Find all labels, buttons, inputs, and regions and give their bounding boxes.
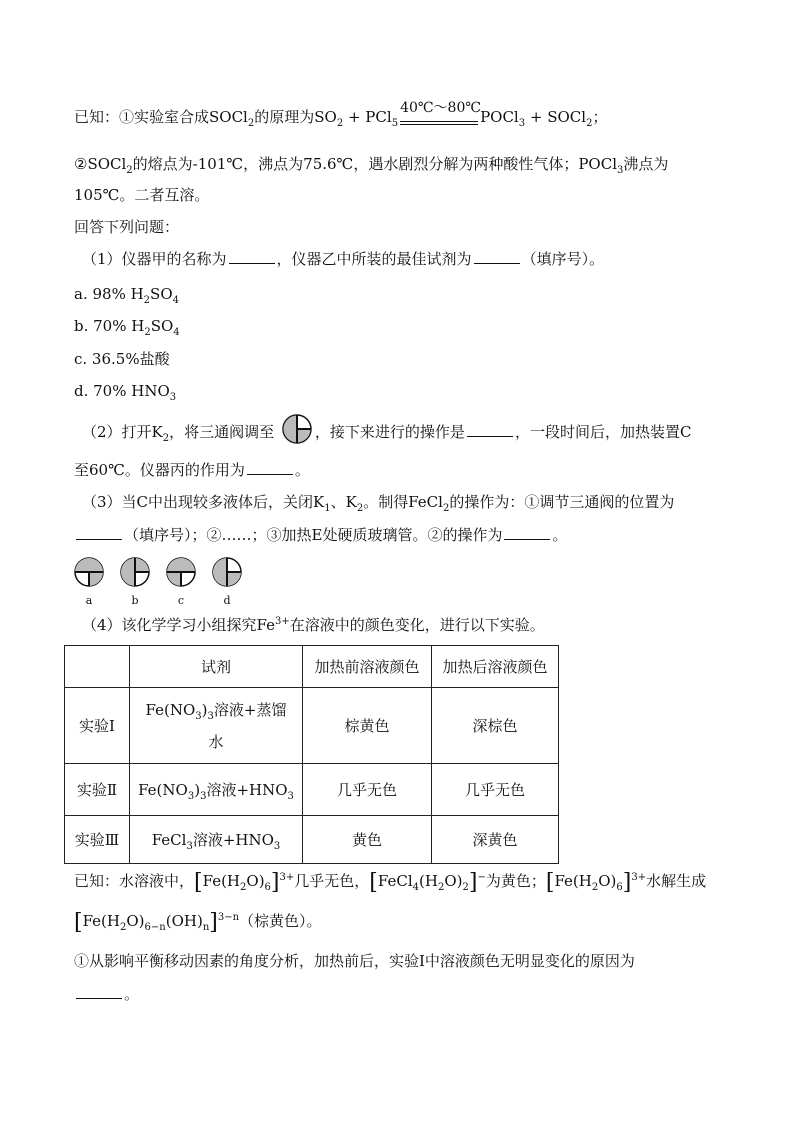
table-cell: 几乎无色 — [432, 764, 559, 816]
table-cell — [130, 688, 303, 764]
option-b — [74, 315, 180, 337]
subscript: 2 — [126, 165, 133, 176]
subscript: 3 — [186, 841, 193, 852]
subscript: 2 — [144, 327, 151, 338]
subscript: 3 — [207, 710, 214, 722]
option-d — [74, 380, 176, 402]
known-properties-line2 — [74, 184, 209, 206]
text: SO — [150, 285, 173, 303]
valve-d-icon — [211, 556, 243, 588]
text: 。 — [294, 461, 310, 479]
subscript: 4 — [173, 327, 180, 338]
valve-label: d — [223, 594, 231, 607]
subscript: 3 — [200, 791, 207, 802]
text: 溶液+蒸馏 — [213, 700, 287, 719]
question-4-1-line2 — [74, 983, 139, 1005]
valve-c-icon — [165, 556, 197, 588]
subscript: 2 — [437, 882, 445, 893]
text: 的操作为：①调节三通阀的位置为 — [449, 493, 675, 511]
subscript: 5 — [391, 118, 399, 129]
text: Fe(NO — [138, 781, 188, 799]
question-3-line1 — [82, 491, 674, 513]
text: 在溶液中的颜色变化，进行以下实验。 — [289, 616, 545, 634]
valve-option-c[interactable] — [164, 556, 198, 607]
superscript: − — [477, 872, 486, 883]
text: a. 98% H — [74, 285, 144, 303]
answer-blank[interactable] — [467, 422, 513, 437]
question-4 — [82, 614, 545, 636]
table-cell: 实验Ⅲ — [65, 816, 130, 864]
valve-option-a[interactable] — [72, 556, 106, 607]
subscript: 2 — [591, 882, 599, 893]
text: 溶液+HNO — [192, 831, 274, 849]
text: （填序号）；②……；③加热E处硬质玻璃管。②的操作为 — [124, 526, 503, 544]
subscript: 3 — [169, 392, 177, 403]
text: d. 70% HNO — [74, 382, 170, 400]
valve-label: c — [177, 594, 185, 607]
subscript: 3 — [273, 841, 281, 852]
answer-blank[interactable] — [229, 249, 275, 264]
valve-label: b — [131, 594, 139, 607]
subscript: 6 — [264, 882, 271, 893]
table-header: 试剂 — [130, 646, 303, 688]
subscript: 4 — [412, 882, 419, 893]
text: ，仪器乙中所装的最佳试剂为 — [276, 250, 472, 268]
formula: O) — [598, 872, 617, 890]
answer-blank[interactable] — [247, 460, 293, 475]
question-1 — [82, 248, 604, 270]
table-cell — [130, 816, 303, 864]
text: 。制得FeCl — [363, 493, 443, 511]
question-4-1-line1 — [74, 950, 635, 972]
text: 105℃。二者互溶。 — [74, 186, 210, 204]
valve-b-icon — [119, 556, 151, 588]
table-cell: 棕黄色 — [303, 688, 432, 764]
text: 已知：①实验室合成SOCl — [74, 108, 248, 126]
subscript: 6 — [616, 882, 623, 893]
text: ，接下来进行的操作是 — [314, 423, 465, 441]
text: 至60℃。仪器丙的作用为 — [74, 461, 245, 479]
text: 几乎无色， — [294, 872, 370, 890]
answer-blank[interactable] — [76, 984, 122, 999]
reaction-condition — [400, 100, 482, 129]
text: Fe(NO — [145, 700, 196, 719]
text: ②SOCl — [74, 155, 127, 173]
formula: POCl — [480, 108, 519, 126]
table-row — [65, 764, 559, 816]
formula: O) — [126, 912, 145, 930]
table-row — [65, 816, 559, 864]
superscript: 3−n — [217, 912, 240, 923]
text: 、K — [330, 493, 357, 511]
table-row — [65, 688, 559, 764]
text: c. 36.5%盐酸 — [74, 350, 170, 368]
text: ，将三通阀调至 — [169, 423, 275, 441]
option-a — [74, 283, 179, 305]
text: 的原理为 — [254, 108, 315, 126]
known-ions-line2: $[Fe(H_2O)_{6-n}(OH)_n]^{3-n}$（棕黄色）。 — [74, 910, 322, 935]
known-ions-line1: 已知：水溶液中，$[Fe(H_2O)_6]^{3+}$几乎无色，$[FeCl_4(H_2O)_2]^-$为黄色；$[Fe(H_2O)_6]^{3+}$水解生成 — [74, 870, 707, 895]
text: （3）当C中出现较多液体后，关闭K — [82, 493, 325, 511]
text: 回答下列问题： — [74, 218, 180, 236]
formula: Fe(H — [82, 912, 120, 930]
subscript: 2 — [442, 503, 450, 514]
answer-blank[interactable] — [76, 525, 122, 540]
subscript: 6−n — [144, 922, 166, 933]
text: （2）打开K — [82, 423, 163, 441]
superscript: 3+ — [279, 872, 295, 883]
table-cell: 几乎无色 — [303, 764, 432, 816]
question-2-line1 — [82, 421, 691, 445]
text: 水解生成 — [646, 872, 707, 890]
text: ①从影响平衡移动因素的角度分析，加热前后，实验Ⅰ中溶液颜色无明显变化的原因为 — [74, 952, 635, 970]
text: SO — [150, 317, 174, 335]
formula: Fe(H — [554, 872, 592, 890]
text: 的熔点为-101℃，沸点为75.6℃，遇水剧烈分解为两种酸性气体；POCl — [132, 155, 617, 173]
three-way-valve-icon — [281, 413, 313, 445]
table-cell: 实验Ⅰ — [65, 688, 130, 764]
option-c — [74, 348, 170, 370]
text: 。 — [124, 985, 140, 1003]
subscript: 3 — [617, 165, 624, 176]
subscript: 2 — [462, 882, 469, 893]
subscript: 2 — [247, 118, 255, 129]
subscript: 1 — [324, 503, 331, 514]
table-cell: 深黄色 — [432, 816, 559, 864]
subscript: 2 — [586, 118, 593, 129]
condition-text: 40℃～80℃ — [400, 100, 482, 116]
superscript: 3+ — [275, 616, 290, 627]
text: 。 — [552, 526, 568, 544]
question-2-line2 — [74, 459, 310, 481]
known-properties-line1 — [74, 153, 668, 175]
text: （填序号）。 — [521, 250, 605, 268]
subscript: 2 — [120, 922, 127, 933]
text: b. 70% H — [74, 317, 145, 335]
text: （棕黄色）。 — [239, 912, 322, 930]
formula: O) — [444, 872, 463, 890]
formula: + SOCl — [525, 108, 587, 126]
table-cell: 黄色 — [303, 816, 432, 864]
superscript: 3+ — [631, 872, 647, 883]
table-cell: 深棕色 — [432, 688, 559, 764]
subscript: 4 — [172, 295, 179, 306]
answer-blank[interactable] — [474, 249, 520, 264]
valve-option-b[interactable] — [118, 556, 152, 607]
subscript: 3 — [187, 791, 195, 802]
valve-option-d[interactable] — [210, 556, 244, 607]
formula: FeCl — [377, 872, 413, 890]
text: FeCl — [151, 831, 187, 849]
table-cell: 实验Ⅱ — [65, 764, 130, 816]
text: 沸点为 — [623, 155, 669, 173]
text: ) — [194, 781, 201, 799]
text: （4）该化学学习小组探究Fe — [82, 616, 276, 634]
answer-blank[interactable] — [504, 525, 550, 540]
subscript: 3 — [518, 118, 526, 129]
text: 已知：水溶液中， — [74, 872, 195, 890]
subscript: 2 — [143, 295, 151, 306]
formula: SO — [314, 108, 337, 126]
text: 水 — [208, 732, 224, 751]
text: ，一段时间后，加热装置C — [514, 423, 692, 441]
subscript: 2 — [240, 882, 247, 893]
formula: O) — [246, 872, 265, 890]
text: 为黄色； — [485, 872, 546, 890]
experiment-table — [64, 645, 559, 864]
subscript: n — [202, 922, 210, 933]
table-header: 加热后溶液颜色 — [432, 646, 559, 688]
subscript: 2 — [336, 118, 344, 129]
text: 溶液+HNO — [206, 781, 288, 799]
formula: Fe(H — [202, 872, 241, 890]
table-cell — [130, 764, 303, 816]
valve-label: a — [85, 594, 93, 607]
subscript: 3 — [195, 710, 202, 722]
text: （1）仪器甲的名称为 — [82, 250, 227, 268]
formula: (H — [419, 872, 438, 890]
formula: + PCl — [343, 108, 392, 126]
formula: (OH) — [165, 912, 203, 930]
valve-a-icon — [73, 556, 105, 588]
subscript: 2 — [162, 433, 170, 444]
table-header — [65, 646, 130, 688]
question-3-line2 — [74, 524, 567, 546]
subscript: 2 — [356, 503, 364, 514]
known-reaction-line — [74, 100, 608, 129]
text: ) — [201, 700, 208, 719]
table-header-row — [65, 646, 559, 688]
subscript: 3 — [287, 791, 294, 802]
answer-intro — [74, 216, 179, 238]
table-header: 加热前溶液颜色 — [303, 646, 432, 688]
text: ； — [592, 108, 608, 126]
